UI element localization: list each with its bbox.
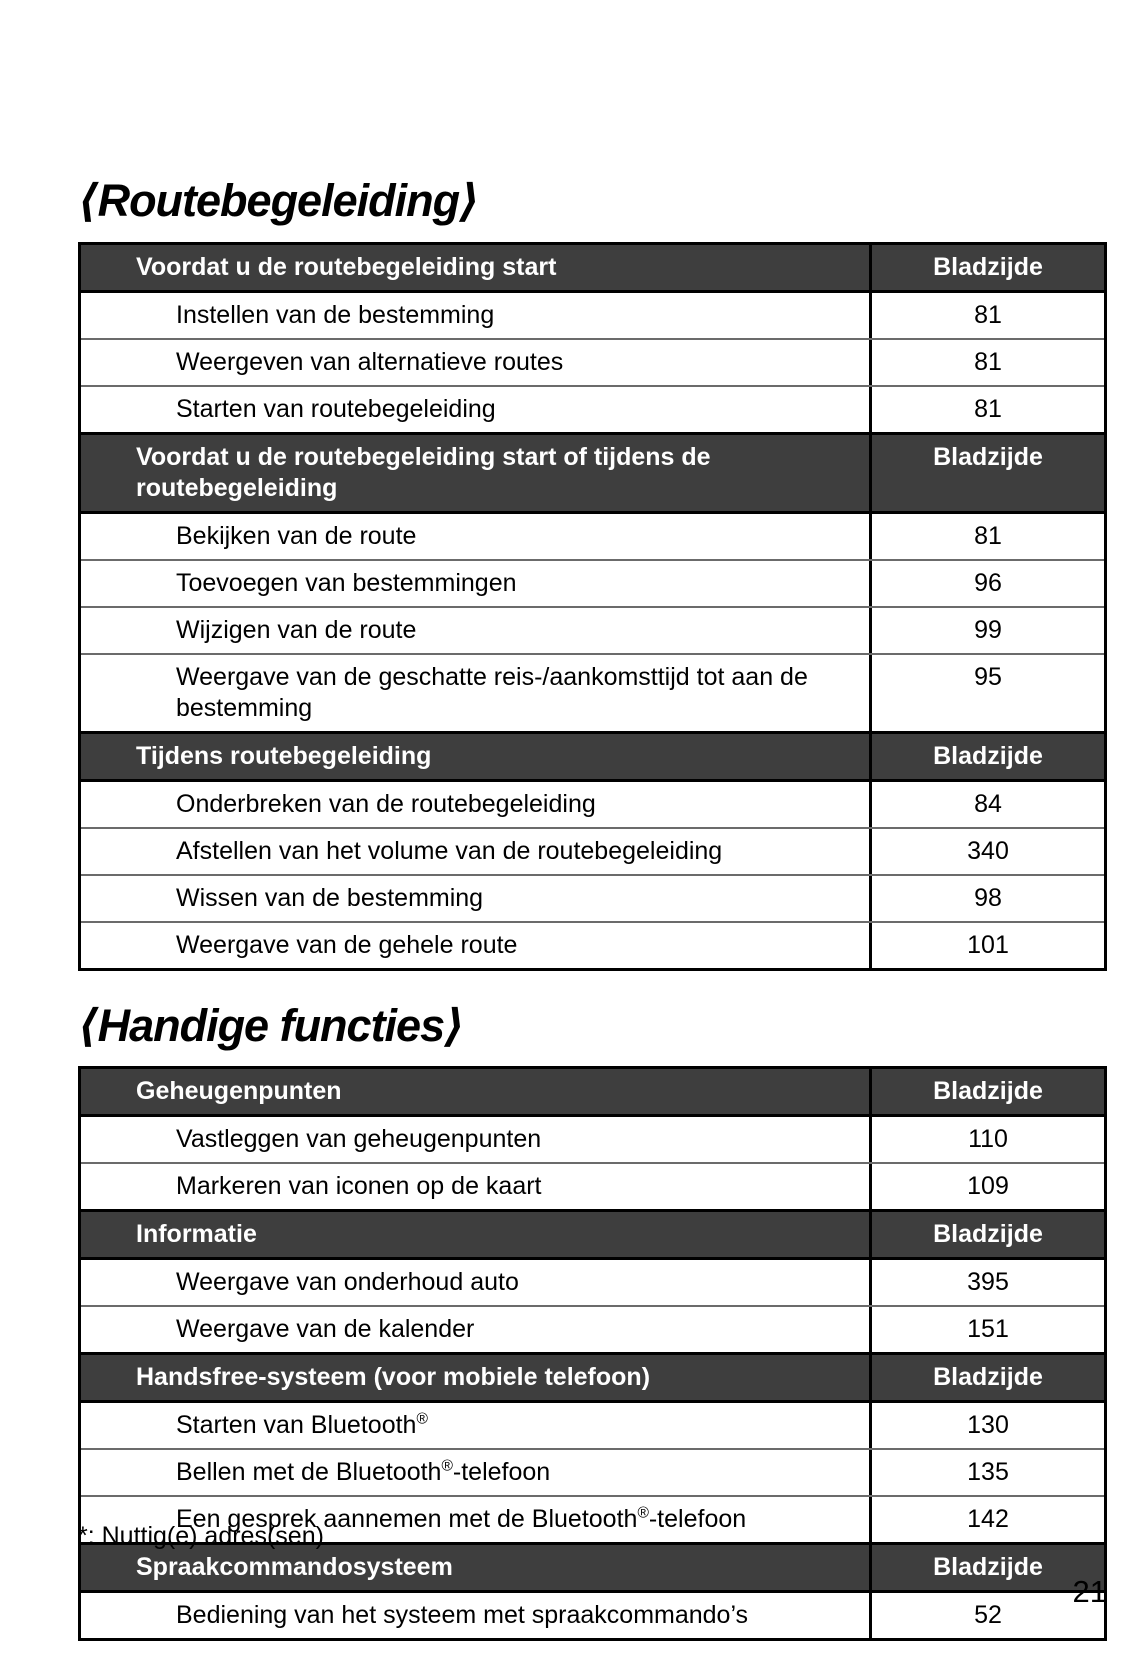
- toc-row: [81, 921, 1104, 968]
- toc-row-label: Weergeven van alternatieve routes: [176, 347, 564, 376]
- toc-group-header-label: Voordat u de routebegeleiding start of tijdens de routebegeleiding: [136, 442, 711, 502]
- toc-row-page: 81: [869, 293, 1104, 338]
- toc-table: [78, 1066, 1107, 1641]
- toc-row-page: 81: [869, 340, 1104, 385]
- page-content: [78, 176, 1107, 1641]
- toc-row-label: Instellen van de bestemming: [176, 300, 495, 329]
- toc-row: [81, 1403, 1104, 1448]
- toc-row-label: Wijzigen van de route: [176, 615, 417, 644]
- toc-row: [81, 782, 1104, 827]
- toc-group-header-row: [81, 731, 1104, 782]
- page-column-header: Bladzijde: [869, 435, 1104, 511]
- registered-mark: ®: [416, 1410, 428, 1428]
- toc-row-label: Bellen met de Bluetooth®-telefoon: [176, 1457, 551, 1486]
- section-title: ⟨Handige functies⟩: [78, 999, 464, 1051]
- toc-row-page: 110: [869, 1117, 1104, 1162]
- toc-group-header-row: [81, 245, 1104, 293]
- toc-row: [81, 606, 1104, 653]
- toc-row-page: 101: [869, 923, 1104, 968]
- toc-row: [81, 827, 1104, 874]
- toc-section: [78, 176, 1107, 971]
- toc-row-page: 395: [869, 1260, 1104, 1305]
- toc-row-label: Weergave van de kalender: [176, 1315, 475, 1343]
- page-column-header: Bladzijde: [869, 245, 1104, 290]
- toc-row-page: 98: [869, 876, 1104, 921]
- toc-group-header-label: Tijdens routebegeleiding: [136, 741, 432, 770]
- toc-group-header-row: [81, 1069, 1104, 1117]
- toc-row: [81, 385, 1104, 432]
- toc-row: [81, 1162, 1104, 1209]
- page-column-header: Bladzijde: [869, 734, 1104, 779]
- toc-group-header-row: [81, 1209, 1104, 1260]
- toc-row-label: Weergave van de gehele route: [176, 930, 518, 959]
- toc-row: [81, 1305, 1104, 1352]
- toc-row-page: 81: [869, 514, 1104, 559]
- toc-row: [81, 653, 1104, 731]
- toc-group-header-label: Spraakcommandosysteem: [136, 1553, 453, 1581]
- registered-mark: ®: [441, 1457, 453, 1475]
- footnote: *: Nuttig(e) adres(sen): [78, 1522, 324, 1550]
- toc-group-header-label: Voordat u de routebegeleiding start: [136, 252, 557, 281]
- registered-mark: ®: [637, 1504, 649, 1522]
- toc-row-page: 135: [869, 1450, 1104, 1495]
- toc-table: [78, 242, 1107, 971]
- toc-group-header-label: Geheugenpunten: [136, 1077, 342, 1105]
- toc-group-header-row: [81, 1352, 1104, 1403]
- toc-row: [81, 1260, 1104, 1305]
- toc-row-page: 109: [869, 1164, 1104, 1209]
- toc-row-page: 340: [869, 829, 1104, 874]
- toc-row-label: Afstellen van het volume van de routebegeleiding: [176, 836, 723, 865]
- toc-row-label: Weergave van de geschatte reis-/aankomsttijd tot aan de bestemming: [176, 662, 808, 722]
- page-column-header: Bladzijde: [869, 1212, 1104, 1257]
- toc-row: [81, 874, 1104, 921]
- toc-row-page: 151: [869, 1307, 1104, 1352]
- toc-row-label: Starten van Bluetooth®: [176, 1410, 428, 1439]
- toc-row-label: Wissen van de bestemming: [176, 883, 484, 912]
- toc-row: [81, 338, 1104, 385]
- toc-row-label: Bediening van het systeem met spraakcommando’s: [176, 1601, 749, 1629]
- toc-row: [81, 514, 1104, 559]
- toc-row-page: 81: [869, 387, 1104, 432]
- toc-row-page: 142: [869, 1497, 1104, 1542]
- toc-row: [81, 293, 1104, 338]
- toc-row-label: Weergave van onderhoud auto: [176, 1268, 519, 1296]
- toc-row-label: Markeren van iconen op de kaart: [176, 1172, 542, 1200]
- toc-row: [81, 1448, 1104, 1495]
- toc-row-page: 84: [869, 782, 1104, 827]
- toc-row-label: Onderbreken van de routebegeleiding: [176, 789, 596, 818]
- toc-row-page: 96: [869, 561, 1104, 606]
- toc-group-header-label: Handsfree-systeem (voor mobiele telefoon): [136, 1363, 651, 1391]
- toc-group-header-row: [81, 432, 1104, 514]
- toc-group-header-label: Informatie: [136, 1220, 257, 1248]
- toc-row-label: Toevoegen van bestemmingen: [176, 568, 517, 597]
- toc-row-label: Vastleggen van geheugenpunten: [176, 1125, 542, 1153]
- toc-row-page: 95: [869, 655, 1104, 731]
- page-column-header: Bladzijde: [869, 1355, 1104, 1400]
- toc-row-page: 99: [869, 608, 1104, 653]
- toc-row: [81, 559, 1104, 606]
- page-column-header: Bladzijde: [869, 1069, 1104, 1114]
- toc-row-page: 52: [869, 1593, 1104, 1638]
- page-column-header: Bladzijde: [869, 1545, 1104, 1590]
- toc-row: [81, 1117, 1104, 1162]
- page-number: 21: [1072, 1574, 1107, 1609]
- toc-row-label: Een gesprek aannemen met de Bluetooth®-telefoon: [176, 1504, 747, 1533]
- toc-row-label: Bekijken van de route: [176, 521, 417, 550]
- toc-row-label: Starten van routebegeleiding: [176, 394, 496, 423]
- section-title: ⟨Routebegeleiding⟩: [78, 175, 479, 226]
- toc-row-page: 130: [869, 1403, 1104, 1448]
